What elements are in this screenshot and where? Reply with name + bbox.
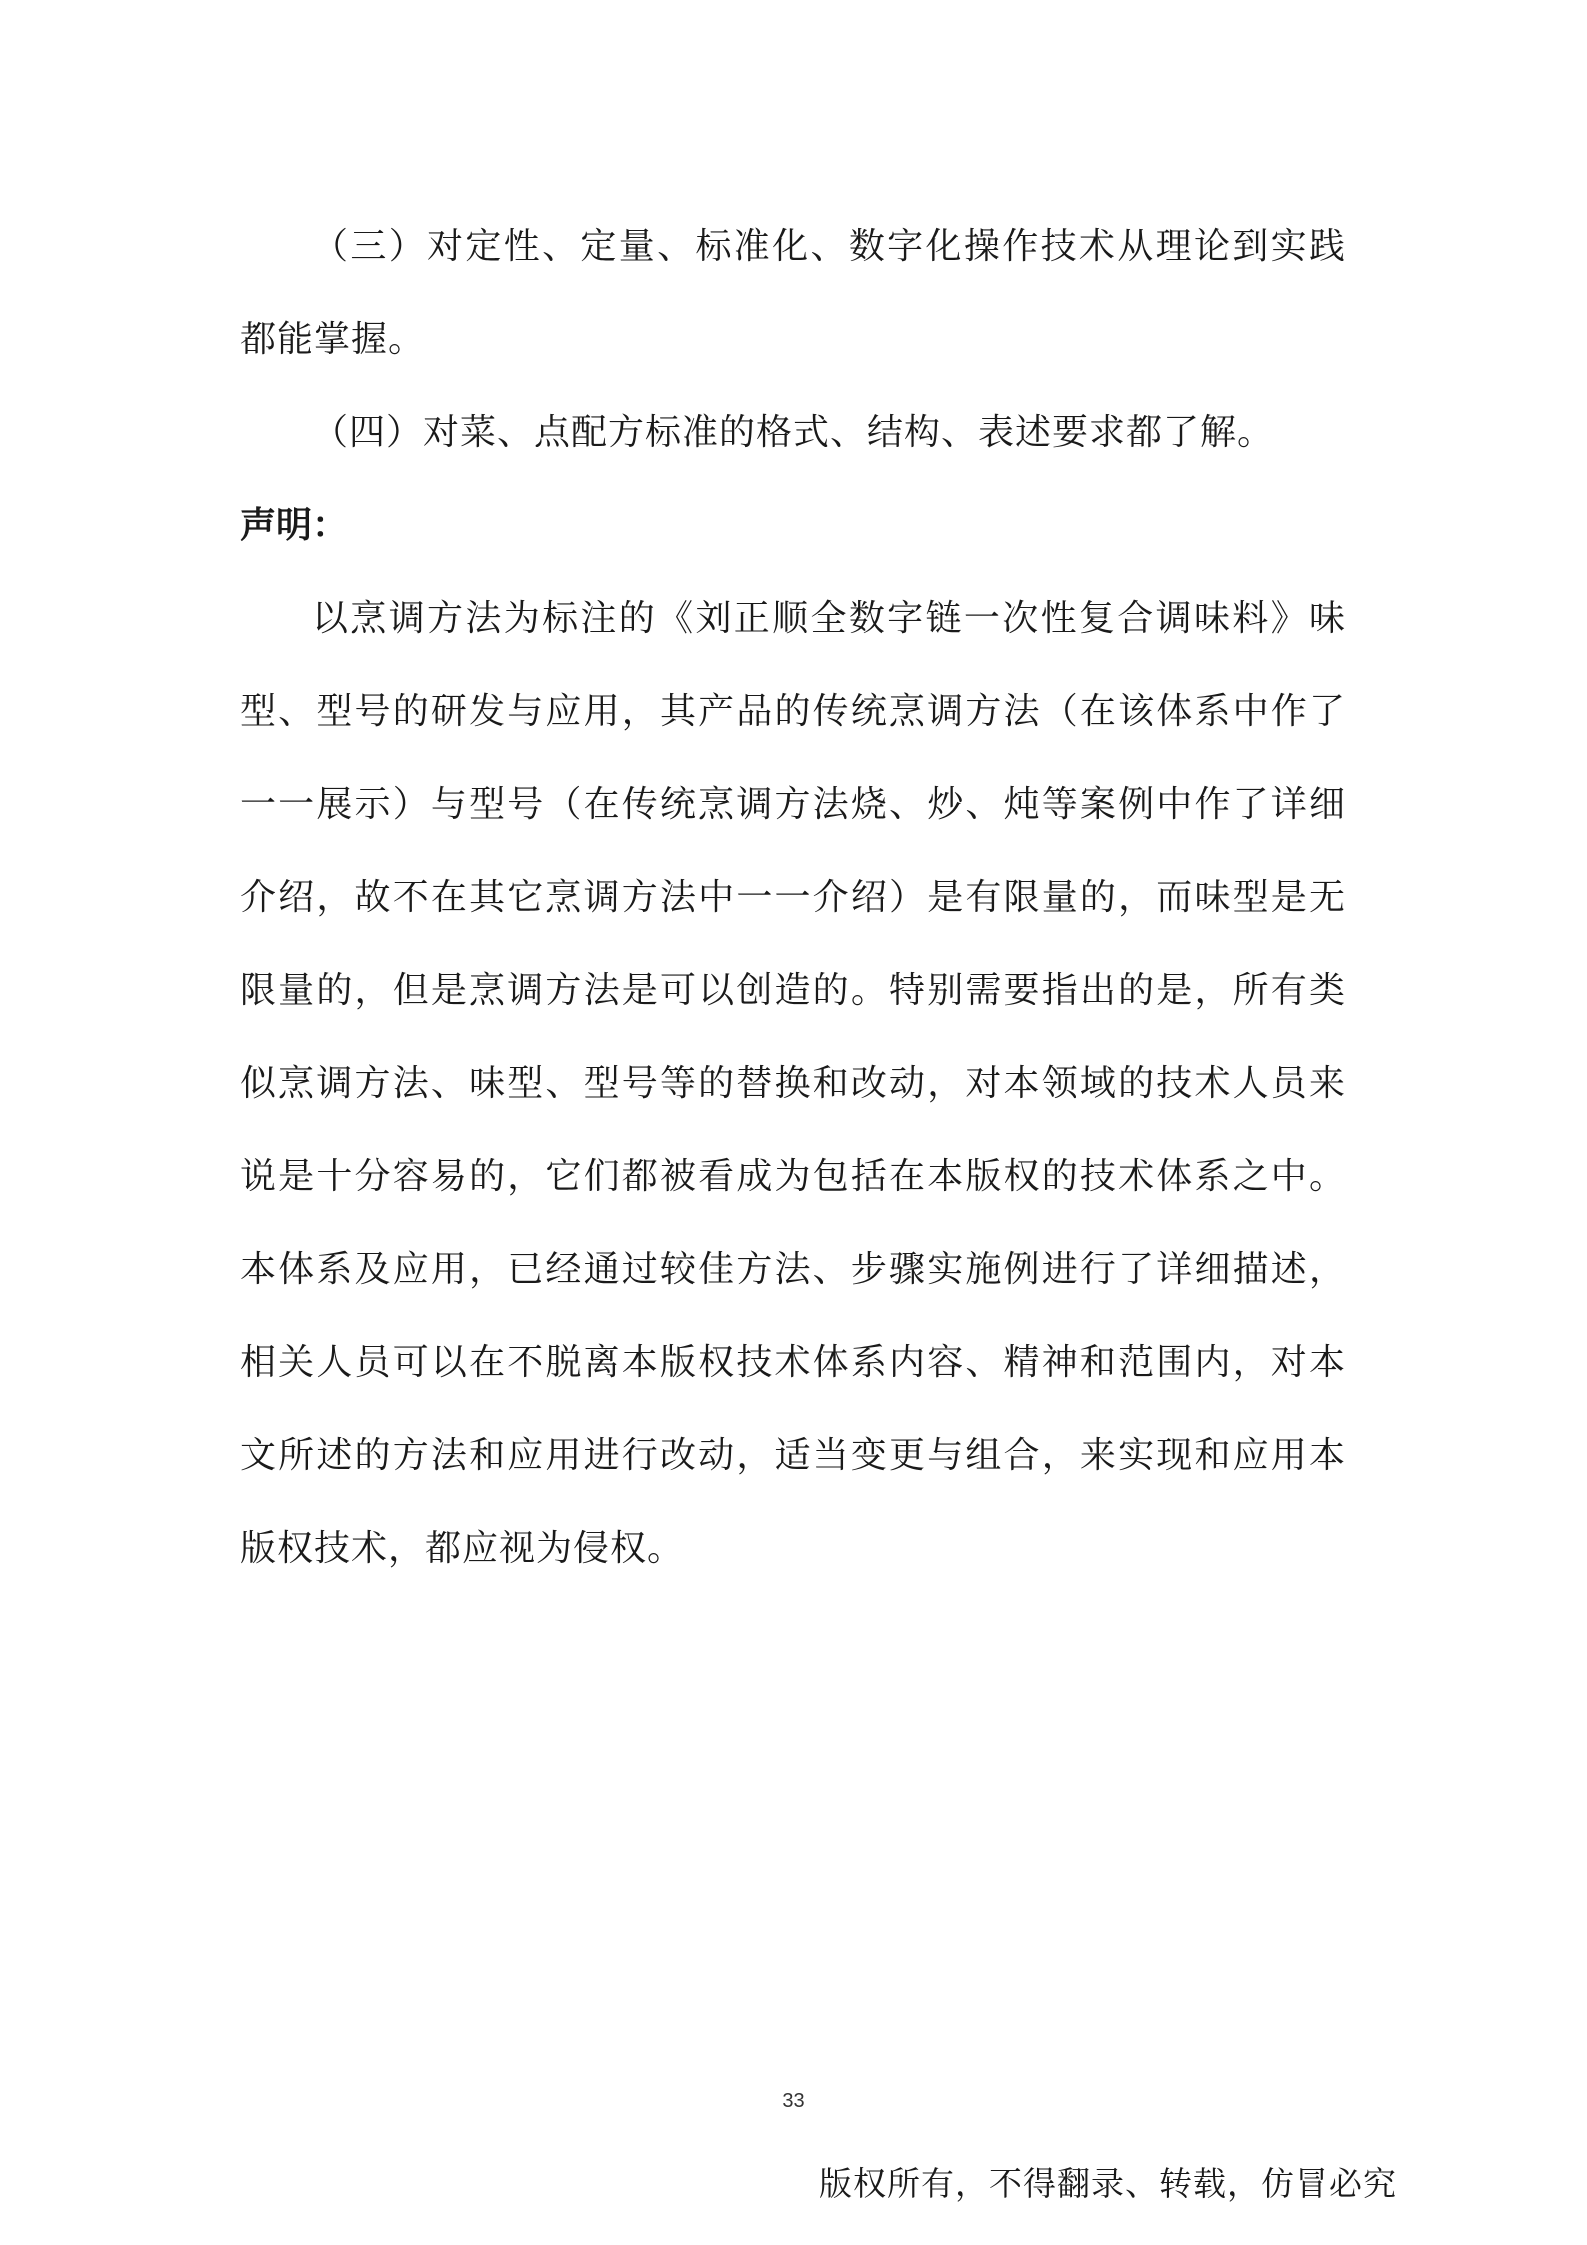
- page-number: 33: [782, 2090, 805, 2112]
- document-body: [240, 200, 1346, 1595]
- copyright-footer: 版权所有，不得翻录、转载，仿冒必究: [819, 2164, 1397, 2203]
- paragraph-item-4: （四）对菜、点配方标准的格式、结构、表述要求都了解。: [312, 412, 1275, 453]
- statement-heading: 声明：: [240, 504, 349, 546]
- statement-paragraph: 以烹调方法为标注的《刘正顺全数字链一次性复合调味料》味型、型号的研发与应用，其产品的传统烹调方法（在该体系中作了一一展示）与型号（在传统烹调方法烧、炒、炖等案例中作了详细介绍，故不在其它烹调方法中一一介绍）是有限量的，而味型是无限量的，但是烹调方法是可以创造的。特别需要指出的是，所有类似烹调方法、味型、型号等的替换和改动，对本领域的技术人员来说是十分容易的，它们都被看成为包括在本版权的技术体系之中。本体系及应用，已经通过较佳方法、步骤实施例进行了详细描述，相关人员可以在不脱离本版权技术体系内容、精神和范围内，对本文所述的方法和应用进行改动，适当变更与组合，来实现和应用本版权技术，都应视为侵权。: [240, 598, 1346, 1569]
- paragraph-item-3: （三）对定性、定量、标准化、数字化操作技术从理论到实践都能掌握。: [240, 226, 1346, 360]
